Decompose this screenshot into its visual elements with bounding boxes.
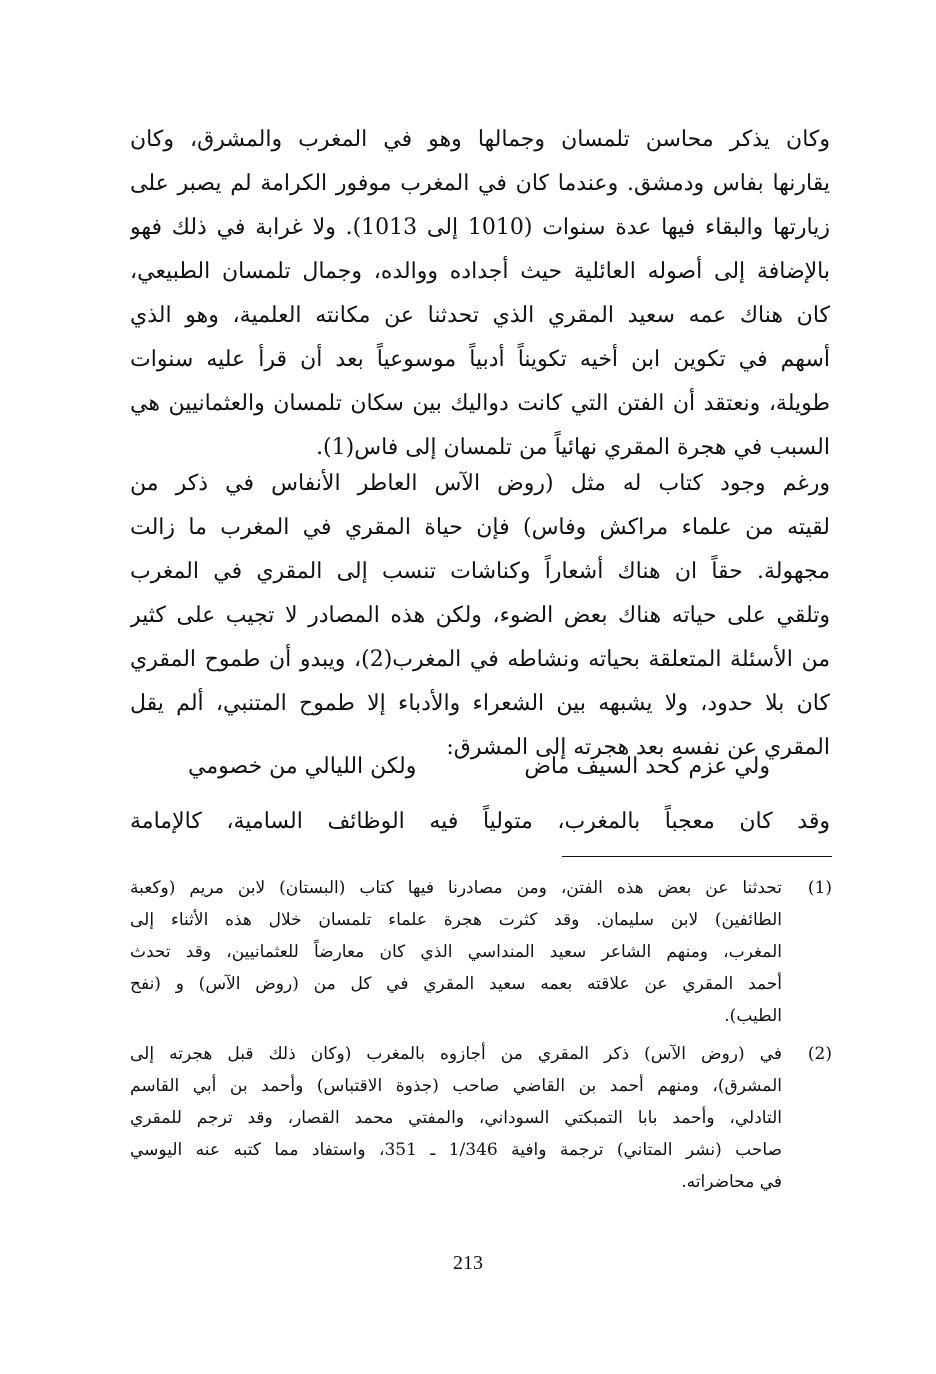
verse-second-hemistich: ولكن الليالي من خصومي bbox=[188, 754, 417, 779]
footnote-line: أحمد المقري عن علاقته بعمه سعيد المقري في كل من (روض الآس) و (نفح bbox=[130, 974, 782, 994]
footnote-line: المغرب، ومنهم الشاعر سعيد المنداسي الذي كان معارضاً للعثمانيين، وقد تحدث bbox=[130, 942, 782, 962]
footnote-divider bbox=[562, 856, 832, 857]
footnote-line: الطائفين) لابن سليمان. وقد كثرت هجرة علماء تلمسان خلال هذه الأثناء إلى bbox=[130, 910, 782, 930]
text-line: وكان يذكر محاسن تلمسان وجمالها وهو في المغرب والمشرق، وكان bbox=[130, 127, 830, 152]
text-line: وتلقي على حياته هناك بعض الضوء، ولكن هذه المصادر لا تجيب على كثير bbox=[130, 603, 830, 628]
footnote-line: المشرق)، ومنهم أحمد بن القاضي صاحب (جذوة الاقتباس) وأحمد بن أبي القاسم bbox=[130, 1076, 782, 1096]
text-line: السبب في هجرة المقري نهائياً من تلمسان إلى فاس(1). bbox=[316, 435, 830, 460]
text-line: مجهولة. حقاً ان هناك أشعاراً وكناشات تنسب إلى المقري في المغرب bbox=[130, 559, 830, 584]
verse-first-hemistich: ولي عزم كحد السيف ماض bbox=[524, 754, 770, 779]
poem-verse bbox=[130, 744, 830, 790]
footnote-1 bbox=[130, 872, 832, 1032]
paragraph-1 bbox=[130, 118, 830, 470]
text-line: زيارتها والبقاء فيها عدة سنوات (1010 إلى 1013). ولا غرابة في ذلك فهو bbox=[130, 215, 830, 240]
text-line: المقري عن نفسه بعد هجرته إلى المشرق: bbox=[446, 735, 830, 760]
footnote-line: صاحب (نشر المتاني) ترجمة وافية 1/346 ـ 351، واستفاد مما كتبه عنه اليوسي bbox=[130, 1140, 782, 1160]
text-line: يقارنها بفاس ودمشق. وعندما كان في المغرب موفور الكرامة لم يصبر على bbox=[130, 171, 830, 196]
footnote-line: في (روض الآس) ذكر المقري من أجازوه بالمغرب (وكان ذلك قبل هجرته إلى bbox=[130, 1044, 782, 1064]
footnote-number: (2) bbox=[807, 1044, 832, 1064]
footnote-line: الطيب). bbox=[724, 1006, 782, 1026]
footnote-line: في محاضراته. bbox=[681, 1172, 782, 1192]
paragraph-3 bbox=[130, 800, 830, 844]
footnote-number: (1) bbox=[807, 878, 832, 898]
footnote-line: تحدثنا عن بعض هذه الفتن، ومن مصادرنا فيها كتاب (البستان) لابن مريم (وكعبة bbox=[130, 878, 782, 898]
text-line: أسهم في تكوين ابن أخيه تكويناً أدبياً موسوعياً بعد أن قرأ عليه سنوات bbox=[130, 347, 830, 372]
footnote-2 bbox=[130, 1038, 832, 1198]
text-line: ورغم وجود كتاب له مثل (روض الآس العاطر الأنفاس في ذكر من bbox=[130, 471, 830, 496]
text-line: بالإضافة إلى أصوله العائلية حيث أجداده ووالده، وجمال تلمسان الطبيعي، bbox=[130, 259, 830, 284]
paragraph-2 bbox=[130, 462, 830, 770]
text-line: طويلة، ونعتقد أن الفتن التي كانت دواليك بين سكان تلمسان والعثمانيين هي bbox=[130, 391, 830, 416]
text-line: وقد كان معجباً بالمغرب، متولياً فيه الوظائف السامية، كالإمامة bbox=[130, 809, 830, 834]
footnotes bbox=[130, 872, 832, 1204]
text-line: كان بلا حدود، ولا يشبهه بين الشعراء والأدباء إلا طموح المتنبي، ألم يقل bbox=[130, 691, 830, 716]
text-line: من الأسئلة المتعلقة بحياته ونشاطه في المغرب(2)، ويبدو أن طموح المقري bbox=[130, 647, 830, 672]
text-line: لقيته من علماء مراكش وفاس) فإن حياة المقري في المغرب ما زالت bbox=[130, 515, 830, 540]
page-number: 213 bbox=[453, 1252, 483, 1274]
text-line: كان هناك عمه سعيد المقري الذي تحدثنا عن مكانته العلمية، وهو الذي bbox=[130, 303, 830, 328]
footnote-line: التادلي، وأحمد بابا التمبكتي السوداني، والمفتي محمد القصار، وقد ترجم للمقري bbox=[130, 1108, 782, 1128]
